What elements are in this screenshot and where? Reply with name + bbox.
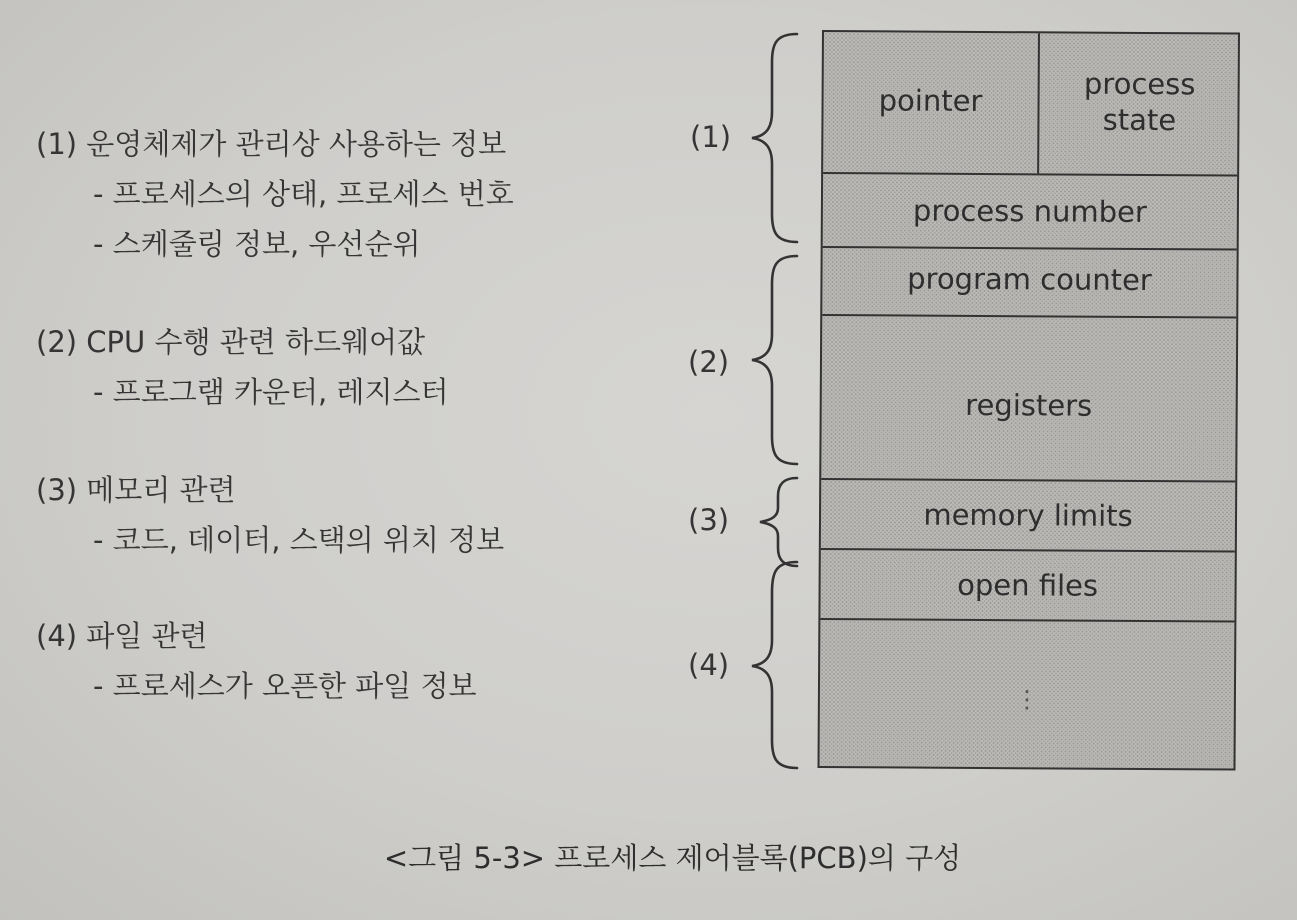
pcb-cell-program-counter [822, 248, 1236, 317]
pcb-cell-pointer [823, 32, 1038, 173]
pcb-label-program-counter: program counter [907, 261, 1152, 297]
section-2-item-1: - 프로그램 카운터, 레지스터 [93, 375, 449, 409]
group-marker-3: (3) [688, 503, 730, 537]
section-2-heading: (2) CPU 수행 관련 하드웨어값 [36, 325, 426, 359]
group-marker-2: (2) [688, 345, 730, 379]
pcb-cell-memory-limits [821, 480, 1235, 551]
pcb-label-process-state-line1: process [1083, 66, 1196, 102]
pcb-table [817, 30, 1240, 771]
pcb-label-registers: registers [965, 387, 1093, 423]
brace-group-3 [760, 478, 797, 566]
section-3-heading: (3) 메모리 관련 [36, 473, 236, 507]
pcb-label-open-files: open files [957, 567, 1099, 603]
section-4-heading: (4) 파일 관련 [36, 619, 208, 653]
pcb-cell-open-files [820, 550, 1234, 621]
section-3-item-1: - 코드, 데이터, 스택의 위치 정보 [93, 523, 505, 557]
pcb-cell-registers [821, 316, 1236, 481]
pcb-cell-process-state [1039, 33, 1240, 174]
section-4-item-1: - 프로세스가 오픈한 파일 정보 [93, 669, 477, 703]
section-1-item-2: - 스케줄링 정보, 우선순위 [93, 227, 421, 261]
brace-group-4 [752, 562, 797, 768]
ellipsis-icon: ⋮ [1014, 685, 1040, 714]
group-marker-1: (1) [690, 120, 732, 154]
figure-caption: <그림 5-3> 프로세스 제어블록(PCB)의 구성 [383, 841, 962, 875]
section-1-item-1: - 프로세스의 상태, 프로세스 번호 [93, 177, 514, 211]
pcb-cell-process-number [823, 174, 1237, 249]
group-marker-4: (4) [688, 648, 730, 682]
brace-group-2 [752, 256, 797, 464]
pcb-label-pointer: pointer [878, 83, 983, 118]
section-1-heading: (1) 운영체제가 관리상 사용하는 정보 [36, 127, 507, 161]
pcb-cell-more [820, 620, 1235, 769]
brace-group-1 [752, 34, 797, 242]
pcb-label-memory-limits: memory limits [923, 497, 1133, 533]
pcb-label-process-number: process number [912, 193, 1147, 229]
pcb-label-process-state-line2: state [1102, 102, 1177, 138]
